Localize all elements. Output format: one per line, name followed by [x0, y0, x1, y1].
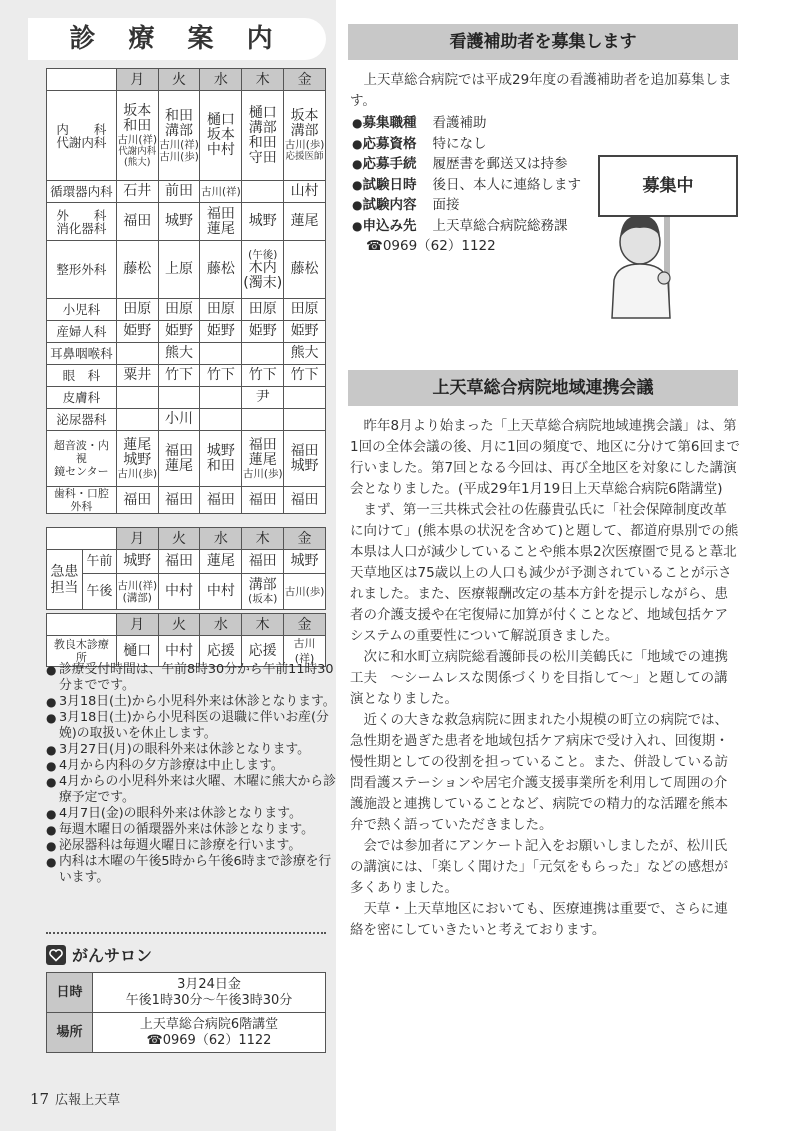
schedule-cell — [158, 365, 200, 387]
doctor-name: 上原 — [165, 261, 194, 277]
day-header: 金 — [284, 528, 326, 550]
doctor-name: 溝部 — [165, 122, 194, 139]
doctor-name: (坂本) — [248, 593, 278, 605]
time-slot: 午前 — [82, 550, 116, 574]
phone-line: ☎0969（62）1122 — [146, 1032, 272, 1048]
doctor-name: 姫野 — [290, 323, 319, 339]
schedule-cell — [200, 343, 242, 365]
dept-name — [47, 299, 117, 321]
doctor-name: 尹 — [255, 389, 270, 405]
doctor-name: 福田 — [123, 213, 152, 229]
day-header: 月 — [116, 614, 158, 636]
notice-item: ● 毎週木曜日の循環器外来は休診となります。 — [46, 822, 336, 838]
branch-clinic-table — [46, 613, 326, 667]
recruit-heading: 看護補助者を募集します — [348, 24, 738, 60]
doctor-name: 福田 — [206, 205, 235, 222]
schedule-cell — [158, 321, 200, 343]
doctor-name: 熊大 — [165, 345, 194, 361]
doctor-name: 蓮尾 — [290, 213, 319, 229]
dept-line: 整形外科 — [56, 262, 107, 277]
doctor-name: 粟井 — [123, 367, 152, 383]
doctor-name: 城野 — [290, 457, 319, 474]
doctor-name: 古川(祥) — [159, 138, 199, 151]
schedule-cell — [242, 431, 284, 487]
schedule-cell — [158, 574, 200, 610]
doctor-name: 蓮尾 — [206, 220, 235, 237]
doctor-name: 古川(歩) — [159, 150, 199, 163]
doctor-name: 樋口 — [248, 104, 277, 121]
item-key: 応募資格 — [362, 135, 417, 152]
day-header: 火 — [158, 69, 200, 91]
recruit-phone: ☎0969（62）1122 — [366, 238, 496, 254]
schedule-cell — [158, 409, 200, 431]
doctor-name: 藤松 — [206, 261, 235, 277]
schedule-cell — [116, 550, 158, 574]
recruit-item: ●試験内容 面接 — [352, 195, 581, 216]
doctor-name: 小川 — [165, 411, 194, 427]
doctor-name: 竹下 — [248, 367, 277, 383]
doctor-name: 福田 — [206, 491, 235, 508]
schedule-cell — [242, 409, 284, 431]
schedule-cell — [116, 409, 158, 431]
schedule-cell — [116, 241, 158, 299]
schedule-cell — [116, 181, 158, 203]
dept-line: 小児科 — [62, 302, 101, 317]
recruit-item: ●応募手続 履歴書を郵送又は持参 — [352, 154, 581, 175]
article-paragraph: 昨年8月より始まった「上天草総合病院地域連携会議」は、第1回の全体会議の後、月に1回の頻度で、地区に分けて第6回まで行いました。第7回となる今回は、再び全地区を対象にした講演会となりました。(平成29年1月19日上天草総合病院6階講堂) — [350, 418, 740, 497]
schedule-cell — [242, 91, 284, 181]
time-line: 午後1時30分～午後3時30分 — [125, 992, 293, 1008]
cancer-salon-heading — [46, 945, 152, 967]
schedule-cell — [284, 365, 326, 387]
item-value: 上天草総合病院総務課 — [432, 217, 568, 234]
doctor-name: (濁末) — [243, 274, 283, 291]
date-line: 3月24日金 — [177, 976, 241, 992]
doctor-name: 城野 — [165, 213, 194, 229]
recruit-item: ●募集職種 看護補助 — [352, 113, 581, 134]
doctor-name: 木内 — [248, 259, 277, 276]
schedule-cell — [284, 241, 326, 299]
dotted-divider — [46, 932, 326, 934]
item-value: 後日、本人に連絡します — [432, 176, 581, 193]
schedule-cell — [116, 343, 158, 365]
day-header: 金 — [284, 69, 326, 91]
place-line: 上天草総合病院6階講堂 — [139, 1016, 279, 1032]
notice-item: ● 内科は木曜の午後5時から午後6時まで診療を行います。 — [46, 854, 336, 886]
doctor-name: 福田 — [165, 442, 194, 459]
article-paragraph: 天草・上天草地区においても、医療連携は重要で、さらに連絡を密にしていきたいと考えております。 — [350, 901, 728, 938]
schedule-cell: 樋口 — [116, 636, 158, 667]
schedule-row — [47, 387, 326, 409]
doctor-name: 和田 — [206, 457, 235, 474]
doctor-name: 蓮尾 — [206, 553, 235, 569]
doctor-name: 古川(歩) — [284, 585, 325, 598]
cancer-salon-table — [46, 972, 326, 1053]
dept-name — [47, 487, 117, 514]
doctor-name: 蓮尾 — [123, 436, 152, 453]
dept-name — [47, 387, 117, 409]
doctor-name: (熊大) — [124, 156, 151, 168]
article-paragraph: 近くの大きな救急病院に囲まれた小規模の町立の病院では、急性期を過ぎた患者を地域包括ケア病床で受け入れ、回復期・慢性期としての役割を担っていること。また、併設している訪問看護ステーションや居宅介護支援事業所を利用して周囲の介護施設と連携していることなど、病院での精力的な活躍を熊本弁で熱く語っていただきました。 — [350, 712, 729, 833]
schedule-cell — [242, 487, 284, 514]
schedule-cell: 中村 — [158, 636, 200, 667]
notice-item: ● 3月18日(土)から小児科医の退職に伴いお産(分娩)の取扱いを休止します。 — [46, 710, 336, 742]
notice-item: ● 4月から内科の夕方診療は中止します。 — [46, 758, 336, 774]
day-header: 火 — [158, 528, 200, 550]
time-slot: 午後 — [82, 574, 116, 610]
schedule-row — [47, 409, 326, 431]
recruit-details — [352, 113, 581, 257]
dept-name — [47, 431, 117, 487]
doctor-name: 姫野 — [165, 323, 194, 339]
schedule-cell — [200, 365, 242, 387]
doctor-name: 藤松 — [123, 261, 152, 277]
doctor-name: 福田 — [123, 491, 152, 508]
schedule-cell — [242, 365, 284, 387]
recruit-intro-text: 上天草総合病院では平成29年度の看護補助者を追加募集します。 — [350, 72, 732, 109]
schedule-cell — [200, 203, 242, 241]
doctor-name: 田原 — [290, 301, 319, 317]
dept-name — [47, 181, 117, 203]
dept-line: 皮膚科 — [62, 390, 101, 405]
schedule-cell — [158, 299, 200, 321]
doctor-name: 竹下 — [206, 367, 235, 383]
schedule-cell — [200, 321, 242, 343]
doctor-name: 溝部 — [290, 123, 319, 139]
day-header: 水 — [200, 614, 242, 636]
schedule-cell — [242, 387, 284, 409]
schedule-cell — [200, 409, 242, 431]
doctor-name: 竹下 — [290, 367, 319, 383]
schedule-cell — [116, 574, 158, 610]
schedule-cell — [284, 321, 326, 343]
doctor-name: 古川(歩) — [117, 467, 158, 480]
dept-name — [47, 203, 117, 241]
notice-item: ● 3月18日(土)から小児科外来は休診となります。 — [46, 694, 336, 710]
schedule-cell — [200, 487, 242, 514]
schedule-cell — [116, 365, 158, 387]
doctor-name: 城野 — [123, 553, 152, 569]
dept-line: 内 科 — [56, 121, 107, 137]
person-hand — [658, 272, 670, 284]
article-paragraph: 会では参加者にアンケート記入をお願いしましたが、松川氏の講演には、「楽しく聞けた」「元気をもらった」などの感想が多くありました。 — [350, 838, 728, 896]
schedule-cell — [284, 574, 326, 610]
schedule-cell — [200, 431, 242, 487]
dept-line: 外 科 — [56, 207, 107, 223]
doctor-name: 田原 — [206, 301, 235, 317]
schedule-cell — [284, 91, 326, 181]
doctor-name: 城野 — [123, 451, 152, 468]
schedule-cell — [242, 343, 284, 365]
schedule-row — [47, 487, 326, 514]
schedule-cell: 応援 — [200, 636, 242, 667]
schedule-cell — [116, 431, 158, 487]
recruit-item: ●応募資格 特になし — [352, 134, 581, 155]
schedule-cell — [158, 387, 200, 409]
day-header: 水 — [200, 528, 242, 550]
doctor-name: 熊大 — [290, 345, 319, 361]
schedule-cell — [158, 203, 200, 241]
schedule-cell — [158, 241, 200, 299]
item-key: 応募手続 — [362, 156, 417, 172]
doctor-name: 古川(祥) — [201, 185, 241, 198]
dept-line: 鏡センター — [54, 465, 109, 478]
dept-name — [47, 241, 117, 299]
emergency-row — [47, 550, 326, 574]
doctor-name: 樋口 — [206, 112, 235, 128]
doctor-name: 蓮尾 — [165, 457, 194, 474]
place-label: 場所 — [47, 1013, 93, 1053]
schedule-cell — [116, 321, 158, 343]
dept-line: 産婦人科 — [56, 324, 107, 339]
day-header: 月 — [116, 528, 158, 550]
item-key: 試験日時 — [362, 176, 417, 193]
doctor-name: 福田 — [248, 553, 277, 569]
schedule-cell — [200, 181, 242, 203]
doctor-name: 福田 — [248, 491, 277, 508]
schedule-cell — [242, 181, 284, 203]
schedule-cell — [116, 387, 158, 409]
doctor-name: 福田 — [165, 553, 194, 569]
doctor-name: 蓮尾 — [248, 451, 277, 468]
doctor-name: 石井 — [123, 183, 152, 199]
doctor-name: 坂本 — [206, 127, 235, 143]
publication-name: 広報上天草 — [55, 1093, 121, 1108]
day-header: 火 — [158, 614, 200, 636]
day-header: 木 — [242, 614, 284, 636]
emergency-label: 急患担当 — [47, 550, 83, 610]
recruit-item: ●申込み先 上天草総合病院総務課 — [352, 216, 581, 237]
day-header: 木 — [242, 528, 284, 550]
meeting-article — [350, 416, 740, 941]
doctor-name: 坂本 — [123, 102, 152, 119]
schedule-row — [47, 365, 326, 387]
schedule-row — [47, 181, 326, 203]
doctor-name: 古川(祥) — [117, 579, 158, 592]
doctor-name: 福田 — [165, 491, 194, 508]
doctor-name: 前田 — [165, 183, 194, 199]
notice-item: ● 4月からの小児科外来は火曜、木曜に熊大から診療予定です。 — [46, 774, 336, 806]
doctor-name: 和田 — [248, 134, 277, 151]
doctor-name: 福田 — [248, 436, 277, 453]
schedule-row — [47, 299, 326, 321]
page-number: 17 — [30, 1090, 50, 1108]
doctor-name: 田原 — [123, 301, 152, 317]
doctor-name: 中村 — [165, 583, 194, 599]
dept-name — [47, 91, 117, 181]
schedule-cell — [200, 387, 242, 409]
dept-line: 超音波・内視 — [53, 439, 109, 465]
notice-item: ● 4月7日(金)の眼科外来は休診となります。 — [46, 806, 336, 822]
meeting-heading: 上天草総合病院地域連携会議 — [348, 370, 738, 406]
item-key: 申込み先 — [362, 217, 417, 234]
schedule-cell — [242, 321, 284, 343]
schedule-cell — [158, 431, 200, 487]
schedule-cell — [200, 550, 242, 574]
notice-list — [46, 662, 336, 886]
dept-line: 眼 科 — [62, 368, 101, 383]
schedule-row — [47, 203, 326, 241]
dept-name — [47, 343, 117, 365]
doctor-name: 溝部 — [248, 119, 277, 136]
place-value — [93, 1013, 326, 1053]
schedule-cell — [284, 299, 326, 321]
doctor-name: 竹下 — [165, 367, 194, 383]
schedule-row — [47, 91, 326, 181]
schedule-cell — [200, 241, 242, 299]
schedule-cell — [116, 203, 158, 241]
recruit-intro — [350, 70, 740, 112]
dept-line: 循環器内科 — [50, 184, 113, 199]
schedule-cell — [242, 241, 284, 299]
doctor-name: (午後) — [248, 248, 278, 261]
item-value: 面接 — [432, 197, 460, 213]
doctor-name: 坂本 — [290, 108, 319, 124]
schedule-cell — [284, 487, 326, 514]
schedule-row — [47, 241, 326, 299]
schedule-cell — [284, 387, 326, 409]
cancer-salon-title: がんサロン — [72, 946, 153, 965]
schedule-cell — [200, 91, 242, 181]
notice-item: ● 3月27日(月)の眼科外来は休診となります。 — [46, 742, 336, 758]
schedule-cell — [284, 409, 326, 431]
doctor-name: 姫野 — [206, 323, 235, 339]
dept-name — [47, 409, 117, 431]
schedule-cell — [116, 91, 158, 181]
schedule-cell: 応援 — [242, 636, 284, 667]
schedule-cell — [116, 299, 158, 321]
doctor-name: 古川(歩) — [242, 467, 283, 480]
doctor-name: 姫野 — [123, 323, 152, 339]
doctor-name: 溝部 — [248, 577, 277, 593]
doctor-name: 城野 — [290, 553, 319, 569]
schedule-cell: 古川(祥) — [284, 636, 326, 667]
item-value: 履歴書を郵送又は持参 — [432, 156, 568, 172]
page-title: 診 療 案 内 — [28, 18, 326, 60]
schedule-cell — [158, 550, 200, 574]
doctor-name: 福田 — [290, 491, 319, 508]
recruit-item: ●試験日時 後日、本人に連絡します — [352, 175, 581, 196]
clinic-schedule-table — [46, 68, 326, 514]
doctor-name: 山村 — [290, 183, 319, 199]
doctor-name: 福田 — [290, 442, 319, 459]
page-footer — [30, 1089, 120, 1108]
schedule-row — [47, 431, 326, 487]
dept-name — [47, 365, 117, 387]
schedule-cell — [116, 487, 158, 514]
heart-icon — [46, 945, 66, 965]
doctor-name: (溝部) — [122, 591, 152, 604]
doctor-name: 応援医師 — [285, 151, 324, 162]
notice-item: ● 泌尿器科は毎週火曜日に診療を行います。 — [46, 838, 336, 854]
schedule-cell — [284, 203, 326, 241]
doctor-name: 和田 — [123, 117, 152, 134]
doctor-name: 中村 — [206, 583, 235, 599]
doctor-name: 和田 — [165, 107, 194, 124]
schedule-cell — [284, 181, 326, 203]
doctor-name: 田原 — [248, 301, 277, 317]
schedule-cell — [158, 487, 200, 514]
doctor-name: 代謝内科 — [118, 145, 157, 157]
schedule-cell — [158, 91, 200, 181]
item-value: 特になし — [432, 135, 487, 152]
doctor-name: 古川(祥) — [117, 133, 158, 146]
date-value — [93, 973, 326, 1013]
schedule-cell — [242, 299, 284, 321]
schedule-cell — [158, 343, 200, 365]
date-label: 日時 — [47, 973, 93, 1013]
schedule-cell — [284, 343, 326, 365]
day-header: 月 — [116, 69, 158, 91]
doctor-name: 中村 — [206, 142, 235, 158]
dept-line: 耳鼻咽喉科 — [50, 346, 113, 361]
schedule-row — [47, 321, 326, 343]
doctor-name: 藤松 — [290, 261, 319, 277]
item-value: 看護補助 — [432, 115, 487, 131]
emergency-schedule-table — [46, 527, 326, 610]
dept-line: 代謝内科 — [56, 134, 107, 150]
day-header: 木 — [242, 69, 284, 91]
doctor-name: 城野 — [206, 442, 235, 459]
recruiting-sign: 募集中 — [598, 155, 738, 217]
schedule-cell — [158, 181, 200, 203]
item-key: 募集職種 — [362, 115, 417, 131]
dept-line: 泌尿器科 — [56, 412, 107, 427]
doctor-name: 城野 — [248, 213, 277, 229]
schedule-cell — [242, 574, 284, 610]
doctor-name: 田原 — [165, 301, 194, 317]
notice-item: ● 診療受付時間は、午前8時30分から午前11時30分までです。 — [46, 662, 336, 694]
doctor-name: 姫野 — [248, 323, 277, 339]
article-paragraph: まず、第一三共株式会社の佐藤貴弘氏に「社会保障制度改革に向けて」(熊本県の状況を含めて)と題して、都道府県別での熊本県は人口が減少していることや熊本県2次医療圏で見ると葦北天草地区は75歳以上の人口も減少が予測されていることが示されました。また、医療報酬改定の基本方針を提示しながら、患者の介護支援や在宅復帰に加算が付くことなど、地域包括ケアシステムの重要性について解説頂きました。 — [350, 502, 739, 644]
schedule-cell — [200, 574, 242, 610]
schedule-row — [47, 343, 326, 365]
schedule-cell — [284, 550, 326, 574]
schedule-cell — [242, 203, 284, 241]
dept-name: 教良木診療所 — [47, 636, 117, 667]
doctor-name: 守田 — [248, 149, 277, 166]
dept-line: 消化器科 — [56, 220, 107, 236]
dept-name — [47, 321, 117, 343]
schedule-cell — [200, 299, 242, 321]
dept-line: 歯科・口腔外科 — [53, 487, 109, 513]
schedule-cell — [242, 550, 284, 574]
item-key: 試験内容 — [362, 197, 417, 213]
day-header: 金 — [284, 614, 326, 636]
doctor-name: 古川(歩) — [284, 139, 325, 151]
article-paragraph: 次に和水町立病院総看護師長の松川美鶴氏に「地域での連携工夫 ～シームレスな関係づくりを目指して～」と題しての講演となりました。 — [350, 649, 728, 707]
schedule-cell — [284, 431, 326, 487]
day-header: 水 — [200, 69, 242, 91]
emergency-row — [47, 574, 326, 610]
